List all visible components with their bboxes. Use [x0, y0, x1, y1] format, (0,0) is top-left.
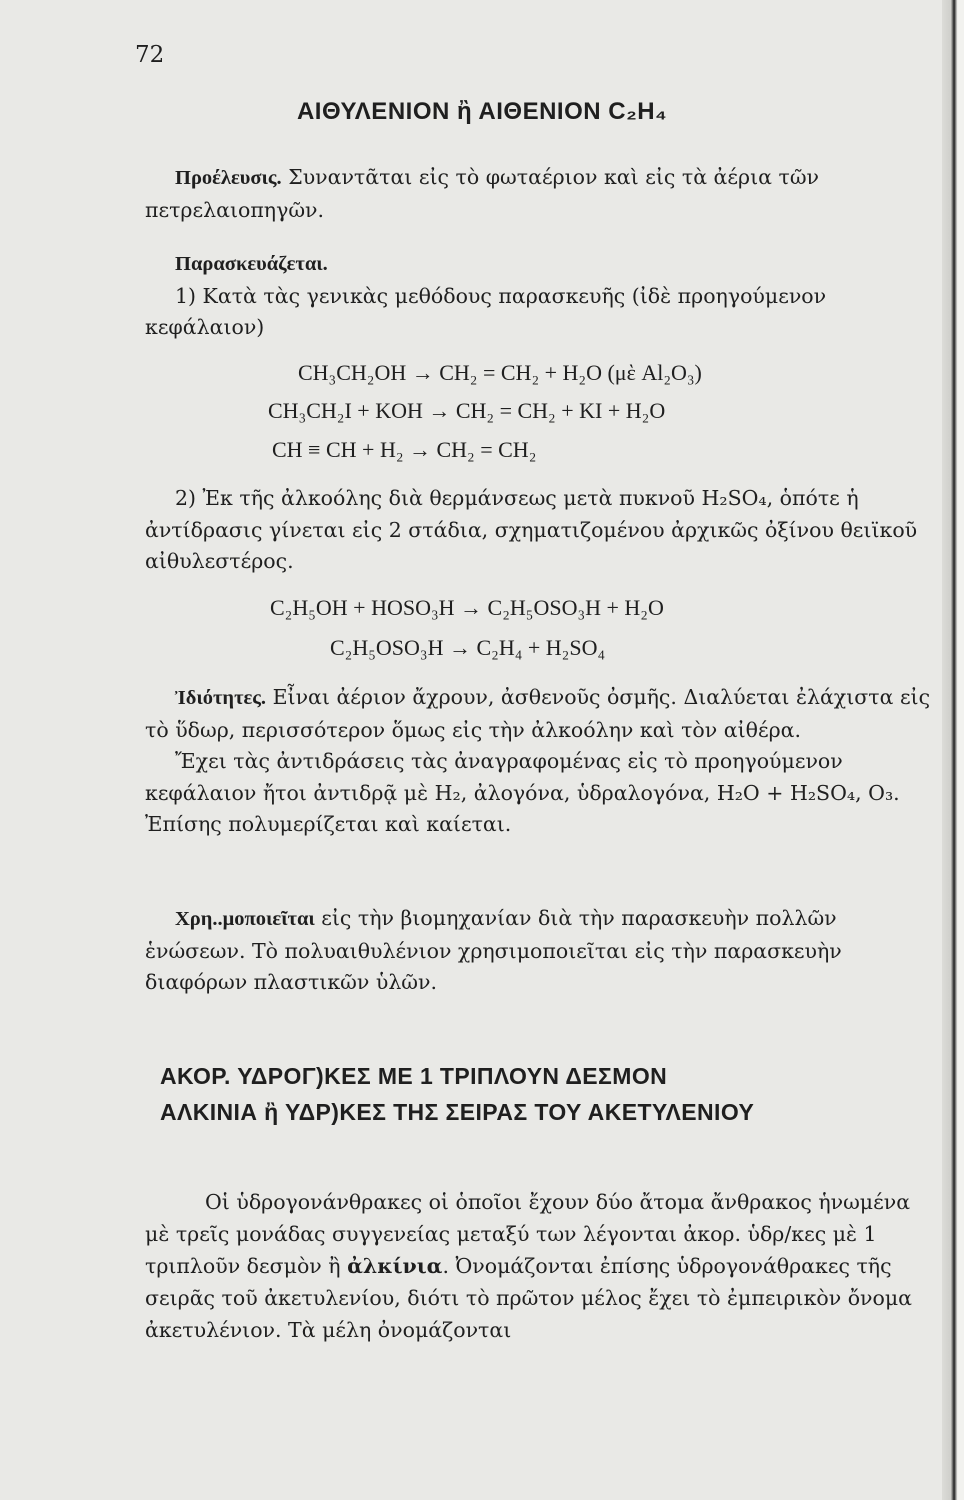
origin-text: Συναντᾶται εἰς τὸ φωταέριον καὶ εἰς τὰ ἀέρια τῶν πετρελαιοπηγῶν. — [145, 165, 819, 222]
prep-label: Παρασκευάζεται. — [175, 253, 328, 275]
origin-label: Προέλευσις. — [175, 167, 282, 189]
formula-4: C₂H₅OH + HOSO₃H → C₂H₅OSO₃H + H₂O — [270, 595, 664, 620]
section-2-heading-line-1: ΑΚΟΡ. ΥΔΡΟΓ)ΚΕΣ ΜΕ 1 ΤΡΙΠΛΟΥΝ ΔΕΣΜΟΝ — [160, 1063, 668, 1089]
properties-label: Ἰδιότητες. — [175, 687, 267, 709]
properties-text: Εἶναι ἀέριον ἄχρουν, ἀσθενοῦς ὀσμῆς. Διαλύεται ἐλάχιστα εἰς τὸ ὕδωρ, περισσότερον ὅμως εἰς τὴν ἀλκοόλην καὶ τὸν αἰθέρα. — [145, 685, 931, 742]
section-2-heading-line-2: ΑΛΚΙΝΙΑ ἢ ΥΔΡ)ΚΕΣ ΤΗΣ ΣΕΙΡΑΣ ΤΟΥ ΑΚΕΤΥΛΕΝΙΟΥ — [160, 1099, 755, 1125]
section-2-heading — [160, 1058, 946, 1130]
section-2-paragraph — [145, 1186, 934, 1346]
page-binding-edge — [942, 0, 964, 1500]
section-2-text-before: Οἱ ὑδρογονάνθρακες οἱ ὁποῖοι ἔχουν δύο ἄτομα ἄνθρακος ἡνωμένα μὲ τρεῖς μονάδας συγγενείας μεταξύ των λέγονται ἀκορ. ὑδρ/κες μὲ 1 τριπλοῦν δεσμὸν ἢ — [145, 1190, 911, 1278]
formula-3: CH ≡ CH + H₂ → CH₂ = CH₂ — [272, 437, 537, 462]
section-2-text-after: . Ὀνομάζονται ἐπίσης ὑδρογονάθρακες τῆς σειρᾶς τοῦ ἀκετυλενίου, διότι τὸ πρῶτον μέλος ἔχει τὸ ἐμπειρικὸν ὄνομα ἀκετυλένιον. Τὰ μέλη ὀνομάζονται — [145, 1254, 913, 1342]
prep-method-1: 1) Κατὰ τὰς γενικὰς μεθόδους παρασκευῆς (ἰδὲ προηγούμενον κεφάλαιον) — [145, 283, 827, 339]
prep-method-2: 2) Ἐκ τῆς ἀλκοόλης διὰ θερμάνσεως μετὰ πυκνοῦ H₂SO₄, ὁπότε ἡ ἀντίδρασις γίνεται εἰς 2 στάδια, σχηματιζομένου ἀρχικῶς ὀξίνου θειϊκοῦ αἰθυλεστέρος. — [145, 486, 918, 573]
prep-paragraph — [145, 248, 934, 344]
formula-2: CH₃CH₂I + KOH → CH₂ = CH₂ + KI + H₂O — [268, 398, 666, 423]
properties-text-2: Ἔχει τὰς ἀντιδράσεις τὰς ἀναγραφομένας εἰς τὸ προηγούμενον κεφάλαιον ἤτοι ἀντιδρᾷ μὲ H₂, ἀλογόνα, ὑδραλογόνα, H₂O + H₂SO₄, O₃. Ἐπίσης πολυμερίζεται καὶ καίεται. — [145, 749, 900, 836]
uses-paragraph — [145, 903, 934, 999]
page-number: 72 — [135, 42, 165, 68]
section-2-bold-term: ἀλκίνια — [347, 1254, 443, 1278]
origin-paragraph — [145, 162, 934, 226]
uses-label: Χρη..μοποιεῖται — [175, 908, 315, 930]
prep-method-2-paragraph — [145, 483, 934, 578]
properties-paragraph — [145, 682, 934, 841]
formula-1: CH₃CH₂OH → CH₂ = CH₂ + H₂O (μὲ Al₂O₃) — [298, 360, 702, 385]
formula-5: C₂H₅OSO₃H → C₂H₄ + H₂SO₄ — [330, 635, 606, 660]
section-title: ΑΙΘΥΛΕΝΙΟΝ ἢ ΑΙΘΕΝΙΟΝ C₂H₄ — [296, 98, 668, 125]
uses-text: εἰς τὴν βιομηχανίαν διὰ τὴν παρασκευὴν πολλῶν ἑνώσεων. Τὸ πολυαιθυλένιον χρησιμοποιεῖται εἰς τὴν παρασκευὴν διαφόρων πλαστικῶν ὑλῶν. — [145, 906, 842, 994]
